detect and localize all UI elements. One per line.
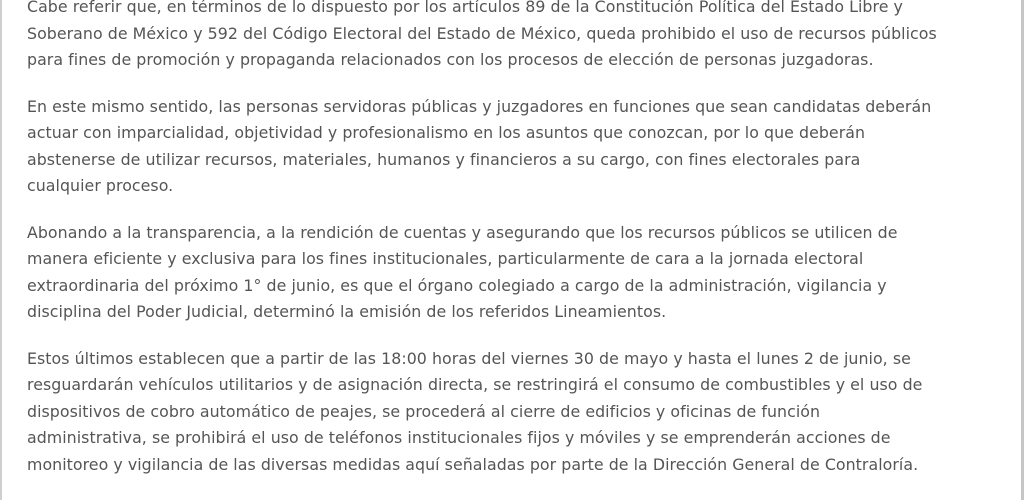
paragraph-line: actuar con imparcialidad, objetividad y profesionalismo en los asuntos que conozcan, por lo que deberán [27,123,866,142]
paragraph-line: para fines de promoción y propaganda relacionados con los procesos de elección de personas juzgadoras. [27,50,874,69]
paragraph-line: Estos últimos establecen que a partir de las 18:00 horas del viernes 30 de mayo y hasta el lunes 2 de junio, se [27,348,911,368]
paragraph-line: Abonando a la transparencia, a la rendición de cuentas y asegurando que los recursos públicos se utilicen de [27,222,898,242]
paragraph-line: Soberano de México y 592 del Código Electoral del Estado de México, queda prohibido el uso de recursos públicos [27,23,937,43]
paragraph-line: abstenerse de utilizar recursos, materiales, humanos y financieros a su cargo, con fines electorales para [27,149,861,169]
paragraph-line: disciplina del Poder Judicial, determinó la emisión de los referidos Lineamientos. [27,302,667,321]
paragraph-2 [27,94,987,200]
paragraph-line: monitoreo y vigilancia de las diversas medidas aquí señaladas por parte de la Dirección General de Contraloría. [27,454,919,474]
paragraph-1 [27,0,987,74]
paragraph-3 [27,220,987,326]
paragraph-line: dispositivos de cobro automático de peajes, se procederá al cierre de edificios y oficinas de función [27,401,821,421]
paragraph-line: resguardarán vehículos utilitarios y de asignación directa, se restringirá el consumo de combustibles y el uso de [27,375,923,394]
paragraph-line: extraordinaria del próximo 1° de junio, es que el órgano colegiado a cargo de la administración, vigilancia y [27,275,887,295]
paragraph-line: administrativa, se prohibirá el uso de teléfonos institucionales fijos y móviles y se emprenderán acciones de [27,428,891,447]
left-border [0,0,2,500]
paragraph-4 [27,346,987,479]
paragraph-line: manera eficiente y exclusiva para los fines institucionales, particularmente de cara a la jornada electoral [27,249,864,268]
paragraph-line: cualquier proceso. [27,176,174,195]
article-body [27,0,987,498]
paragraph-line: Cabe referir que, en términos de lo dispuesto por los artículos 89 de la Constitución Política del Estado Libre y [27,0,903,16]
paragraph-line: En este mismo sentido, las personas servidoras públicas y juzgadores en funciones que sean candidatas deberán [27,96,932,116]
